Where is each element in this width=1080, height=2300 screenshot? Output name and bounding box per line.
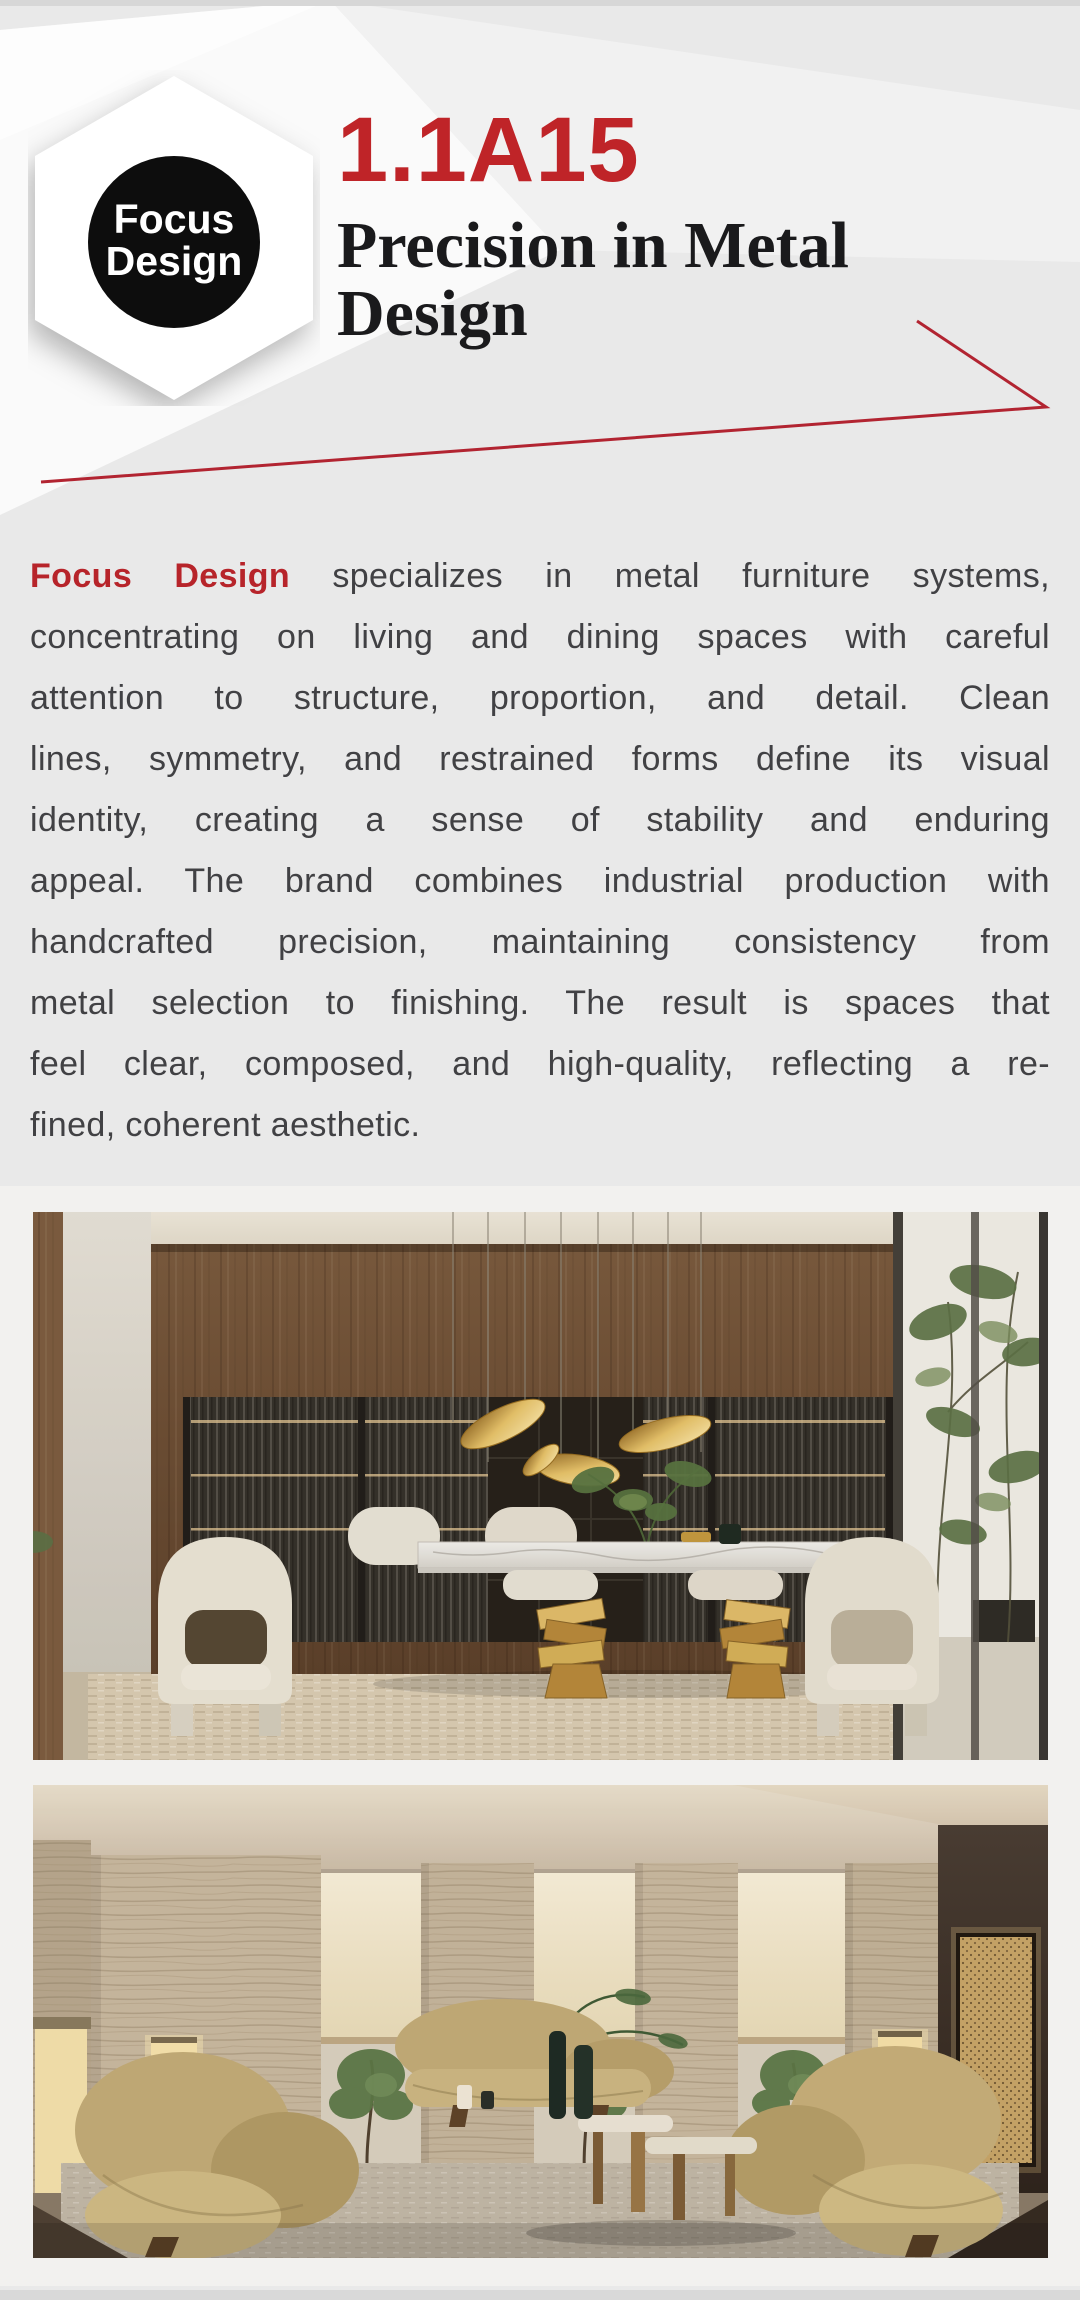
brand-name: Focus Design — [30, 557, 291, 595]
paragraph-line: Focus Design specializes in metal furniture systems, — [30, 557, 1050, 595]
bottom-border — [0, 2290, 1080, 2300]
paragraph-line: concentrating on living and dining spaces with careful — [30, 618, 1050, 656]
paragraph-line: fined, coherent aesthetic. — [30, 1106, 421, 1144]
logo-text-line1: Focus — [113, 196, 235, 242]
brand-logo — [28, 70, 320, 406]
intro-paragraph — [30, 546, 1050, 1156]
paragraph-line: feel clear, composed, and high-quality, reflecting a re- — [30, 1045, 1050, 1083]
paragraph-line: attention to structure, proportion, and detail. Clean — [30, 679, 1050, 717]
paragraph-line: handcrafted precision, maintaining consistency from — [30, 923, 1050, 961]
dining-room-photo — [33, 1212, 1048, 1760]
paragraph-line: lines, symmetry, and restrained forms define its visual — [30, 740, 1050, 778]
paragraph-line: appeal. The brand combines industrial production with — [30, 862, 1050, 900]
top-border — [0, 0, 1080, 6]
section-code: 1.1A15 — [337, 99, 640, 201]
paragraph-line: identity, creating a sense of stability and enduring — [30, 801, 1050, 839]
paragraph-line: metal selection to finishing. The result is spaces that — [30, 984, 1050, 1022]
page-title-line1: Precision in Metal — [337, 209, 850, 282]
living-room-photo — [33, 1785, 1048, 2258]
page-title-line2: Design — [337, 277, 528, 350]
logo-text-line2: Design — [105, 238, 243, 284]
page-title — [337, 209, 1057, 350]
